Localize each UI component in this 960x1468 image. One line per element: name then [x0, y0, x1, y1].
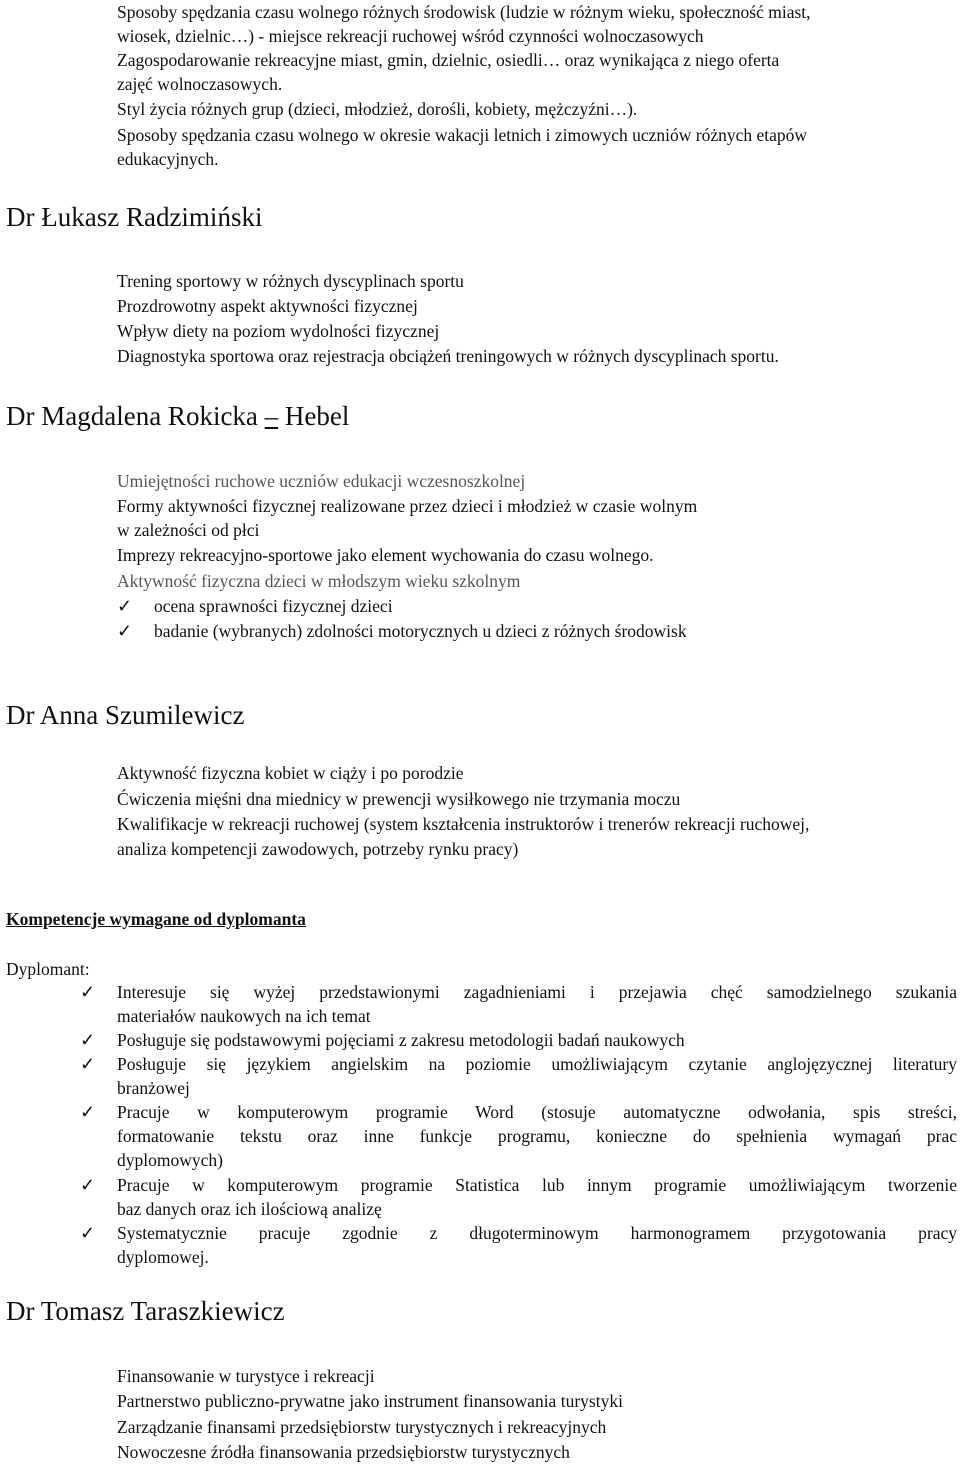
- competency-line: Pracuje w komputerowym programie Word (stosuje automatyczne odwołania, spis streści,: [117, 1102, 957, 1122]
- competency-line: Posługuje się językiem angielskim na poziomie umożliwiającym czytanie anglojęzycznej literatury: [117, 1054, 957, 1074]
- heading-text: Dr Magdalena Rokicka: [6, 401, 265, 431]
- competency-line: dyplomowych): [117, 1150, 223, 1170]
- topic-item: Kwalifikacje w rekreacji ruchowej (system kształcenia instruktorów i trenerów rekreacji ruchowej,: [117, 814, 810, 834]
- text-line: wiosek, dzielnic…) - miejsce rekreacji ruchowej wśród czynności wolnoczasowych: [117, 26, 704, 46]
- heading-text: Hebel: [278, 401, 350, 431]
- section-heading-radziminski: Dr Łukasz Radzimiński: [6, 202, 263, 232]
- topic-item: Ćwiczenia mięśni dna miednicy w prewencji wysiłkowego nie trzymania moczu: [117, 789, 681, 809]
- section-heading-szumilewicz: Dr Anna Szumilewicz: [6, 700, 245, 730]
- competency-line: baz danych oraz ich ilościową analizę: [117, 1199, 382, 1219]
- topic-item: Prozdrowotny aspekt aktywności fizycznej: [117, 296, 418, 316]
- heading-dash: –: [264, 401, 279, 431]
- check-icon: ✓: [80, 1102, 96, 1122]
- text-line: zajęć wolnoczasowych.: [117, 74, 283, 94]
- competency-line: Pracuje w komputerowym programie Statistica lub innym programie umożliwiającym tworzenie: [117, 1175, 957, 1195]
- competency-line: materiałów naukowych na ich temat: [117, 1006, 371, 1026]
- text-line: edukacyjnych.: [117, 149, 219, 169]
- text-line: Styl życia różnych grup (dzieci, młodzież, dorośli, kobiety, mężczyźni…).: [117, 99, 638, 119]
- topic-item: Wpływ diety na poziom wydolności fizycznej: [117, 321, 440, 341]
- topic-item: Umiejętności ruchowe uczniów edukacji wczesnoszkolnej: [117, 471, 526, 491]
- check-item: ocena sprawności fizycznej dzieci: [154, 596, 393, 616]
- competency-line: Posługuje się podstawowymi pojęciami z zakresu metodologii badań naukowych: [117, 1030, 685, 1050]
- text-line: Sposoby spędzania czasu wolnego różnych środowisk (ludzie w różnym wieku, społeczność miast,: [117, 2, 811, 22]
- text-line: Sposoby spędzania czasu wolnego w okresie wakacji letnich i zimowych uczniów różnych etapów: [117, 125, 808, 145]
- topic-item: Imprezy rekreacyjno-sportowe jako element wychowania do czasu wolnego.: [117, 545, 654, 565]
- topic-item: Partnerstwo publiczno-prywatne jako instrument finansowania turystyki: [117, 1391, 623, 1411]
- topic-item: Trening sportowy w różnych dyscyplinach sportu: [117, 271, 464, 291]
- topic-item: Zarządzanie finansami przedsiębiorstw turystycznych i rekreacyjnych: [117, 1417, 607, 1437]
- check-icon: ✓: [117, 621, 133, 641]
- topic-item: Diagnostyka sportowa oraz rejestracja obciążeń treningowych w różnych dyscyplinach sportu.: [117, 346, 779, 366]
- competency-line: formatowanie tekstu oraz inne funkcje programu, konieczne do spełnienia wymagań prac: [117, 1126, 957, 1146]
- check-icon: ✓: [80, 1223, 96, 1243]
- check-icon: ✓: [80, 1054, 96, 1074]
- section-heading-taraszkiewicz: Dr Tomasz Taraszkiewicz: [6, 1296, 285, 1326]
- check-icon: ✓: [80, 1030, 96, 1050]
- graduate-label: Dyplomant:: [6, 959, 90, 979]
- check-item: badanie (wybranych) zdolności motorycznych u dzieci z różnych środowisk: [154, 621, 687, 641]
- competency-line: Interesuje się wyżej przedstawionymi zagadnieniami i przejawia chęć samodzielnego szukania: [117, 982, 957, 1002]
- topic-item: Aktywność fizyczna dzieci w młodszym wieku szkolnym: [117, 571, 521, 591]
- text-line: Zagospodarowanie rekreacyjne miast, gmin, dzielnic, osiedli… oraz wynikająca z niego oferta: [117, 50, 780, 70]
- topic-item: Aktywność fizyczna kobiet w ciąży i po porodzie: [117, 763, 464, 783]
- check-icon: ✓: [117, 596, 133, 616]
- topic-item: Formy aktywności fizycznej realizowane przez dzieci i młodzież w czasie wolnym: [117, 496, 698, 516]
- topic-item: analiza kompetencji zawodowych, potrzeby rynku pracy): [117, 839, 519, 859]
- competency-line: dyplomowej.: [117, 1247, 209, 1267]
- check-icon: ✓: [80, 1175, 96, 1195]
- check-icon: ✓: [80, 982, 96, 1002]
- competency-line: branżowej: [117, 1078, 190, 1098]
- competency-line: Systematycznie pracuje zgodnie z długoterminowym harmonogramem przygotowania pracy: [117, 1223, 957, 1243]
- topic-item: Finansowanie w turystyce i rekreacji: [117, 1366, 375, 1386]
- competencies-heading: Kompetencje wymagane od dyplomanta: [6, 909, 306, 929]
- topic-item: w zależności od płci: [117, 520, 260, 540]
- section-heading-rokicka: [6, 400, 349, 432]
- topic-item: Nowoczesne źródła finansowania przedsiębiorstw turystycznych: [117, 1442, 570, 1462]
